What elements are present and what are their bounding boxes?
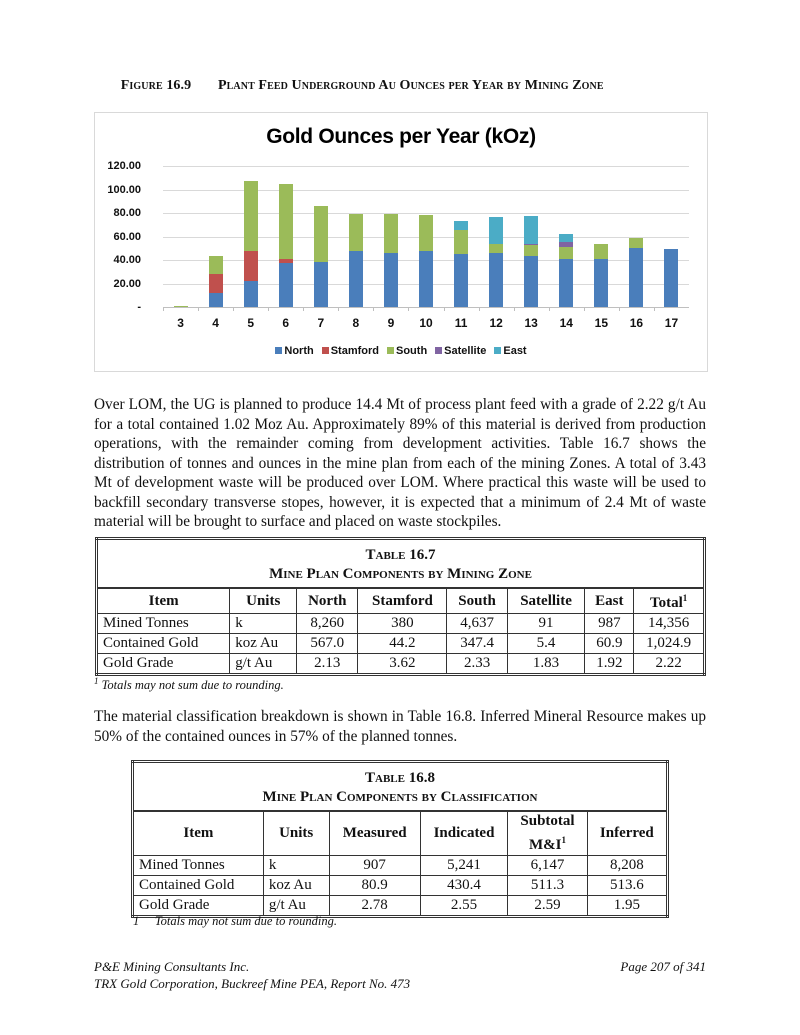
bar-segment-south	[174, 306, 188, 307]
cell: 987	[585, 614, 634, 634]
legend-item-north	[275, 345, 313, 357]
bar-segment-north	[559, 259, 573, 307]
bar-year-8	[349, 214, 363, 307]
bar-segment-north	[664, 249, 678, 307]
cell: Contained Gold	[133, 876, 264, 896]
legend-label: East	[503, 345, 527, 357]
y-tick-label: 100.00	[107, 183, 141, 196]
cell: Mined Tonnes	[97, 614, 230, 634]
chart-title: Gold Ounces per Year (kOz)	[266, 125, 536, 148]
cell: 513.6	[587, 876, 667, 896]
x-tick-label: 12	[489, 316, 503, 330]
figure-title: Plant Feed Underground Au Ounces per Year by Mining Zone	[218, 78, 604, 93]
cell: Gold Grade	[133, 896, 264, 917]
cell: 1.83	[507, 654, 585, 675]
x-tick-mark	[549, 307, 550, 311]
bar-year-13	[524, 216, 538, 307]
legend-swatch-icon	[494, 347, 501, 354]
x-tick-label: 8	[352, 316, 360, 330]
bar-segment-south	[349, 214, 363, 252]
legend-label: Stamford	[330, 345, 379, 357]
col-header: South	[447, 588, 507, 614]
cell: 91	[507, 614, 585, 634]
col-header: Item	[133, 811, 264, 856]
cell: Mined Tonnes	[133, 856, 264, 876]
col-header: Units	[263, 811, 329, 856]
footnote-text: Totals may not sum due to rounding.	[101, 678, 284, 693]
bar-segment-south	[594, 244, 608, 260]
gridline	[163, 166, 689, 167]
x-tick-mark	[338, 307, 339, 311]
x-tick-mark	[514, 307, 515, 311]
cell: 44.2	[358, 634, 447, 654]
x-tick-mark	[163, 307, 164, 311]
cell: 8,260	[297, 614, 358, 634]
x-tick-label: 14	[559, 316, 573, 330]
table-16-8	[131, 760, 669, 918]
cell: 2.33	[447, 654, 507, 675]
x-tick-label: 7	[317, 316, 325, 330]
col-header: Satellite	[507, 588, 585, 614]
cell: 6,147	[508, 856, 587, 876]
table-row	[97, 614, 705, 634]
x-tick-mark	[198, 307, 199, 311]
x-tick-mark	[233, 307, 234, 311]
col-header: Inferred	[587, 811, 667, 856]
col-header: North	[297, 588, 358, 614]
col-header-label-line2: M&I	[528, 837, 562, 853]
footer-report: TRX Gold Corporation, Buckreef Mine PEA, Report No. 473	[94, 976, 411, 991]
cell: koz Au	[263, 876, 329, 896]
col-header: Stamford	[358, 588, 447, 614]
table-16-7-caption: Mine Plan Components by Mining Zone	[269, 566, 532, 582]
cell: 8,208	[587, 856, 667, 876]
page-footer	[94, 958, 706, 992]
bar-segment-south	[419, 215, 433, 251]
table-16-8-number: Table 16.8	[365, 770, 435, 786]
cell: 1.95	[587, 896, 667, 917]
cell: 5.4	[507, 634, 585, 654]
x-tick-mark	[373, 307, 374, 311]
cell: 567.0	[297, 634, 358, 654]
legend-item-east	[494, 345, 526, 357]
bar-segment-north	[629, 248, 643, 307]
footnote-marker: 1	[682, 593, 688, 603]
x-tick-mark	[444, 307, 445, 311]
table-row	[97, 634, 705, 654]
body-paragraph-1: Over LOM, the UG is planned to produce 14.4 Mt of process plant feed with a grade of 2.22 g/t Au for a total contained 1.02 Moz Au. Approximately 89% of this material is derived from production operations, with the remainder coming from development activities. Table 16.7 shows the distribution of tonnes and ounces in the mine plan from each of the mining Zones. A total of 3.43 Mt of development waste will be produced over LOM. Where practical this waste will be used to backfill secondary transverse stopes, however, it is expected that a minimum of 2.4 Mt of waste material will be brought to surface and placed on waste stockpiles.	[94, 396, 706, 530]
bar-segment-south	[209, 256, 223, 274]
footnote-marker: 1	[94, 676, 99, 686]
cell: Contained Gold	[97, 634, 230, 654]
legend-label: South	[396, 345, 428, 357]
cell: 2.22	[634, 654, 705, 675]
x-tick-mark	[584, 307, 585, 311]
cell: 347.4	[447, 634, 507, 654]
gridline	[163, 213, 689, 214]
bar-segment-south	[524, 245, 538, 256]
x-axis-line	[163, 307, 689, 308]
y-tick-label: -	[137, 301, 141, 313]
x-tick-label: 10	[419, 316, 433, 330]
cell: k	[263, 856, 329, 876]
x-tick-label: 17	[664, 316, 679, 330]
legend-item-satellite	[435, 345, 486, 357]
cell: 2.78	[329, 896, 420, 917]
figure-number: Figure 16.9	[120, 78, 192, 93]
chart-legend	[95, 345, 707, 357]
legend-label: Satellite	[444, 345, 487, 357]
cell: 430.4	[420, 876, 508, 896]
col-header: Indicated	[420, 811, 508, 856]
cell: 1.92	[585, 654, 634, 675]
cell: 80.9	[329, 876, 420, 896]
footnote-text: Totals may not sum due to rounding.	[154, 914, 337, 928]
bar-segment-east	[454, 221, 468, 230]
bar-segment-south	[559, 247, 573, 259]
cell: 5,241	[420, 856, 508, 876]
bar-segment-north	[489, 253, 503, 307]
col-header	[508, 811, 587, 856]
bar-segment-north	[419, 251, 433, 307]
bar-year-14	[559, 234, 573, 307]
col-header: Item	[97, 588, 230, 614]
bar-year-6	[279, 184, 293, 307]
x-tick-label: 3	[177, 316, 184, 330]
table-row	[133, 876, 668, 896]
legend-label: North	[284, 345, 314, 357]
bar-segment-east	[524, 216, 538, 244]
legend-item-stamford	[322, 345, 379, 357]
bar-year-16	[629, 238, 643, 307]
col-header: Measured	[329, 811, 420, 856]
x-tick-label: 15	[594, 316, 608, 330]
col-header: Units	[230, 588, 297, 614]
footnote-marker: 1	[133, 914, 140, 928]
bar-year-5	[244, 181, 258, 307]
bar-segment-south	[279, 184, 293, 259]
x-tick-mark	[408, 307, 409, 311]
cell: g/t Au	[263, 896, 329, 917]
bar-segment-south	[454, 230, 468, 254]
table-16-7-title	[97, 539, 705, 589]
y-tick-label: 80.00	[113, 207, 141, 219]
bar-year-7	[314, 206, 328, 307]
bar-year-11	[454, 221, 468, 307]
cell: 907	[329, 856, 420, 876]
x-tick-label: 4	[212, 316, 219, 330]
cell: 380	[358, 614, 447, 634]
bar-year-10	[419, 215, 433, 307]
x-tick-mark	[619, 307, 620, 311]
table-row	[133, 856, 668, 876]
table-row	[97, 654, 705, 675]
x-tick-mark	[479, 307, 480, 311]
y-tick-label: 60.00	[113, 230, 141, 243]
bar-year-3	[174, 306, 188, 307]
cell: 4,637	[447, 614, 507, 634]
cell: 1,024.9	[634, 634, 705, 654]
bar-segment-north	[384, 253, 398, 307]
bar-segment-north	[279, 263, 293, 307]
cell: 511.3	[508, 876, 587, 896]
bar-year-4	[209, 256, 223, 307]
legend-swatch-icon	[387, 347, 394, 354]
col-header	[634, 588, 705, 614]
bar-segment-east	[489, 217, 503, 245]
cell: 60.9	[585, 634, 634, 654]
cell: k	[230, 614, 297, 634]
table-16-8-caption: Mine Plan Components by Classification	[262, 789, 538, 805]
col-header-label: Total	[649, 595, 683, 611]
bar-segment-south	[314, 206, 328, 262]
bar-year-17	[664, 249, 678, 307]
bar-segment-south	[489, 244, 503, 253]
cell: Gold Grade	[97, 654, 230, 675]
cell: g/t Au	[230, 654, 297, 675]
bar-segment-north	[314, 262, 328, 307]
cell: 2.59	[508, 896, 587, 917]
col-header-label: Subtotal	[520, 813, 575, 829]
y-tick-label: 120.00	[107, 160, 141, 172]
y-tick-label: 20.00	[113, 277, 141, 290]
legend-swatch-icon	[435, 347, 442, 354]
bar-year-12	[489, 217, 503, 307]
chart-plot-area	[107, 160, 689, 330]
bar-segment-north	[454, 254, 468, 307]
bar-segment-north	[524, 256, 538, 307]
footnote-marker: 1	[561, 835, 566, 845]
x-tick-mark	[268, 307, 269, 311]
col-header: East	[585, 588, 634, 614]
y-tick-label: 40.00	[113, 254, 141, 266]
x-tick-label: 6	[282, 316, 290, 330]
page-number: Page 207 of 341	[620, 959, 706, 974]
bar-year-15	[594, 244, 608, 307]
bar-segment-south	[384, 214, 398, 253]
cell: 2.55	[420, 896, 508, 917]
bar-segment-north	[349, 251, 363, 307]
legend-swatch-icon	[275, 347, 282, 354]
cell: koz Au	[230, 634, 297, 654]
bar-segment-stamford	[244, 251, 258, 282]
bar-segment-south	[629, 238, 643, 247]
bar-segment-south	[244, 181, 258, 250]
bar-year-9	[384, 214, 398, 307]
table-16-7	[95, 537, 706, 676]
x-tick-mark	[303, 307, 304, 311]
table-16-8-title	[133, 762, 668, 812]
gridline	[163, 190, 689, 191]
bar-segment-north	[244, 281, 258, 307]
legend-swatch-icon	[322, 347, 329, 354]
x-tick-label: 13	[524, 316, 538, 330]
x-tick-label: 11	[454, 316, 468, 330]
x-tick-label: 9	[387, 316, 395, 330]
table-16-7-footnote	[94, 676, 284, 693]
table-16-7-number: Table 16.7	[365, 547, 436, 563]
figure-caption	[94, 78, 604, 94]
legend-item-south	[387, 345, 427, 357]
bar-segment-east	[559, 234, 573, 243]
bar-segment-north	[594, 259, 608, 307]
bar-segment-stamford	[209, 274, 223, 293]
cell: 14,356	[634, 614, 705, 634]
cell: 2.13	[297, 654, 358, 675]
gold-ounces-chart	[94, 112, 708, 372]
footer-company: P&E Mining Consultants Inc.	[94, 959, 250, 974]
bar-segment-north	[209, 293, 223, 307]
cell: 3.62	[358, 654, 447, 675]
x-tick-label: 5	[247, 316, 254, 330]
x-tick-label: 16	[629, 316, 644, 330]
table-header-row	[97, 588, 705, 614]
x-tick-mark	[654, 307, 655, 311]
body-paragraph-2: The material classification breakdown is shown in Table 16.8. Inferred Mineral Resource makes up 50% of the contained ounces in 57% of the planned tonnes.	[94, 708, 706, 745]
table-16-8-footnote	[133, 914, 337, 929]
table-header-row	[133, 811, 668, 856]
